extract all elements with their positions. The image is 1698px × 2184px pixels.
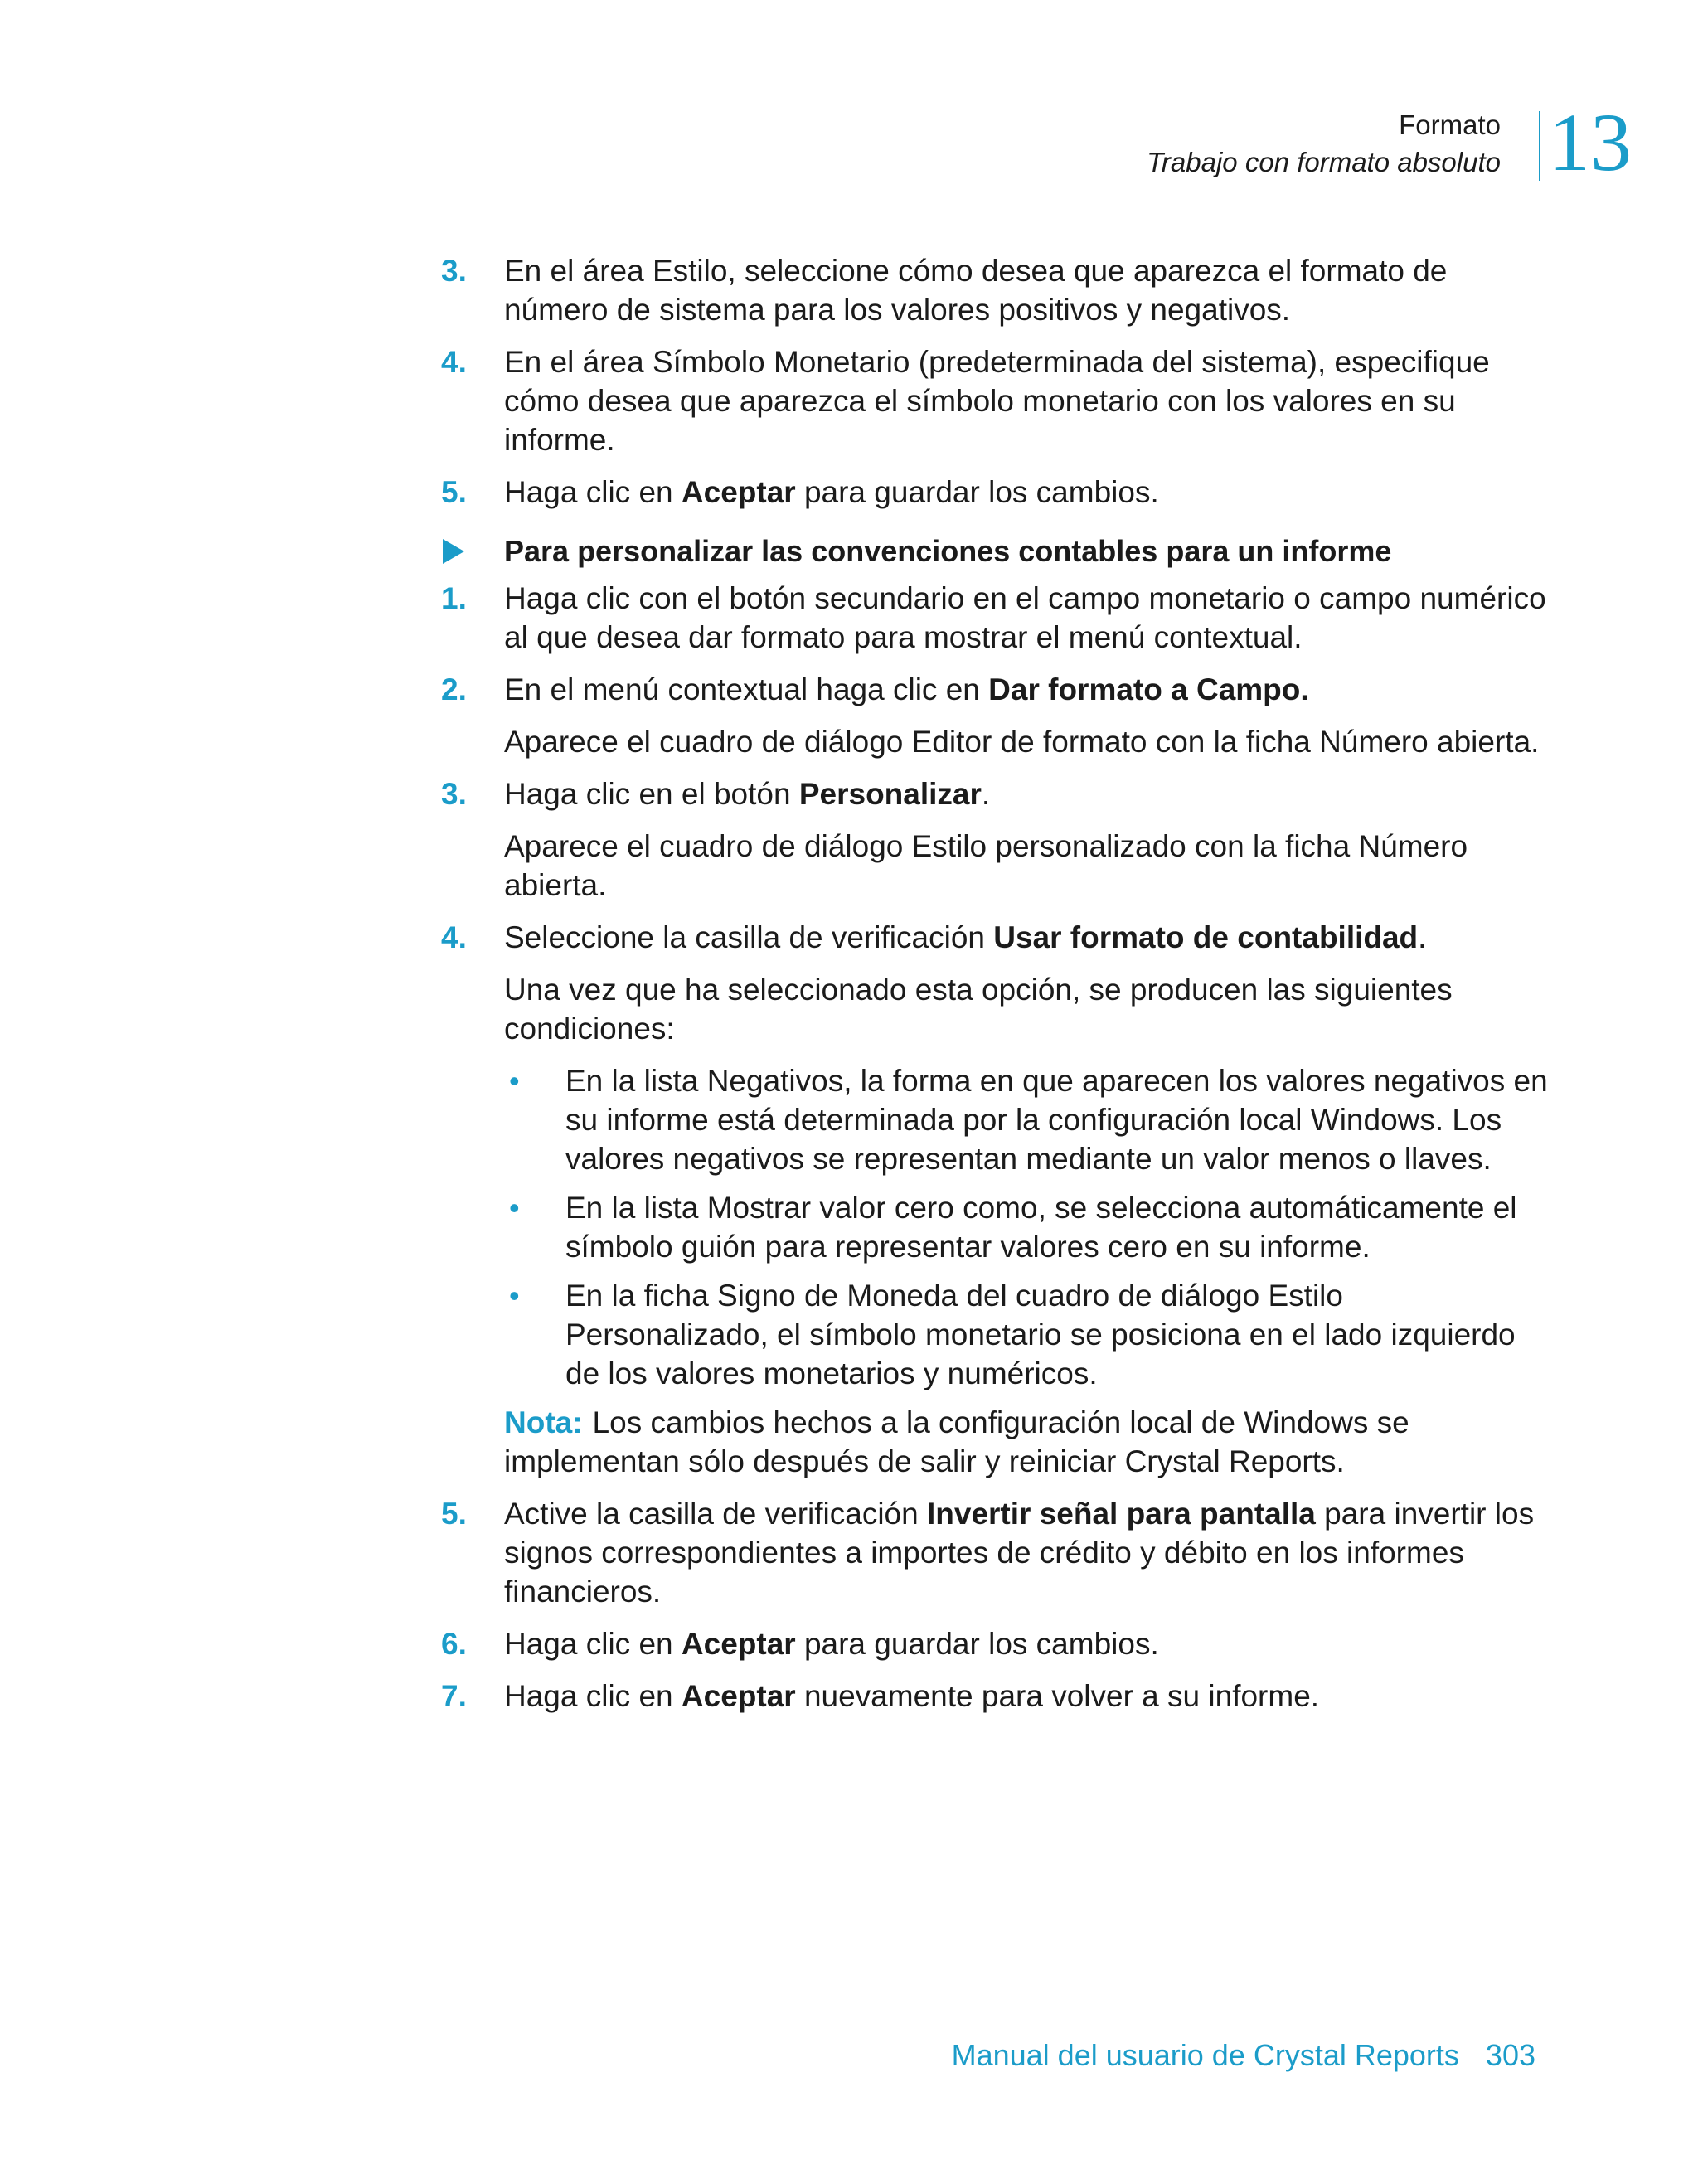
step-number: 3. [441, 254, 467, 288]
step-number: 5. [441, 475, 467, 509]
step-text: Haga clic con el botón secundario en el campo monetario o campo numérico al que desea dar formato para mostrar el menú contextual. [504, 581, 1546, 654]
step-text-pre: Haga clic en [504, 1679, 682, 1713]
page-content [441, 251, 1552, 1729]
step-text-bold: Aceptar [681, 475, 796, 509]
list-item [441, 1494, 1552, 1611]
procedure-title: Para personalizar las convenciones contables para un informe [504, 534, 1392, 568]
note-text: Los cambios hechos a la configuración local de Windows se implementan sólo después de salir y reiniciar Crystal Reports. [504, 1405, 1409, 1478]
step-text-bold: Usar formato de contabilidad [993, 920, 1419, 954]
procedure-heading [441, 531, 1552, 570]
bullet-text: En la ficha Signo de Moneda del cuadro de diálogo Estilo Personalizado, el símbolo monetario se posiciona en el lado izquierdo de los valores monetarios y numéricos. [565, 1279, 1516, 1390]
step-text-post: para invertir los signos correspondientes a importes de crédito y débito en los informes financieros. [504, 1497, 1535, 1609]
bullet-icon: • [509, 1064, 520, 1098]
chapter-number: 13 [1549, 96, 1632, 188]
step-text: En el área Estilo, seleccione cómo desea que aparezca el formato de número de sistema para los valores positivos y negativos. [504, 254, 1448, 327]
step-number: 4. [441, 920, 467, 954]
bullet-text: En la lista Negativos, la forma en que aparecen los valores negativos en su informe está determinada por la configuración local Windows. Los valores negativos se representan mediante un valor menos o llaves. [565, 1064, 1548, 1176]
section-title: Trabajo con formato absoluto [1147, 147, 1501, 177]
step-text-bold: Dar formato a Campo. [988, 672, 1309, 706]
bullet-item [441, 1061, 1552, 1178]
step-number: 3. [441, 777, 467, 811]
step-text: En el área Símbolo Monetario (predeterminada del sistema), especifique cómo desea que aparezca el símbolo monetario con los valores en su informe. [504, 345, 1490, 457]
list-item [441, 342, 1552, 459]
step-text-pre: Haga clic en [504, 475, 682, 509]
bullet-icon: • [509, 1279, 520, 1313]
step-result: Aparece el cuadro de diálogo Editor de formato con la ficha Número abierta. [504, 725, 1540, 759]
step-text-bold: Aceptar [681, 1679, 796, 1713]
step-text-bold: Invertir señal para pantalla [927, 1497, 1316, 1531]
step-number: 4. [441, 345, 467, 379]
step-text-post: para guardar los cambios. [795, 475, 1159, 509]
bullet-icon: • [509, 1191, 520, 1225]
list-item [441, 670, 1552, 709]
bullet-item [441, 1276, 1552, 1393]
triangle-right-icon [443, 539, 464, 564]
step-intro: Una vez que ha seleccionado esta opción, se producen las siguientes condiciones: [504, 973, 1453, 1046]
step-number: 1. [441, 581, 467, 615]
step-text-pre: En el menú contextual haga clic en [504, 672, 989, 706]
list-item [441, 774, 1552, 813]
running-footer [952, 2037, 1535, 2074]
list-item [441, 1624, 1552, 1663]
page-number: 303 [1485, 2038, 1535, 2072]
bullet-text: En la lista Mostrar valor cero como, se selecciona automáticamente el símbolo guión para representar valores cero en su informe. [565, 1191, 1517, 1264]
list-item [441, 251, 1552, 329]
note [441, 1403, 1552, 1481]
step-number: 7. [441, 1679, 467, 1713]
step-text-post: para guardar los cambios. [795, 1627, 1159, 1661]
chapter-title: Formato [1399, 109, 1501, 140]
step-text-pre: Active la casilla de verificación [504, 1497, 927, 1531]
step-text-pre: Seleccione la casilla de verificación [504, 920, 994, 954]
list-item [441, 1677, 1552, 1716]
running-header [0, 96, 1698, 189]
step-text-bold: Aceptar [681, 1627, 796, 1661]
step-number: 5. [441, 1497, 467, 1531]
step-text-bold: Personalizar [798, 777, 982, 811]
list-item [441, 579, 1552, 657]
bullet-item [441, 1188, 1552, 1266]
header-divider [1539, 111, 1540, 181]
list-item [441, 918, 1552, 957]
step-text-pre: Haga clic en [504, 1627, 682, 1661]
step-result: Aparece el cuadro de diálogo Estilo personalizado con la ficha Número abierta. [504, 829, 1468, 902]
step-text-pre: Haga clic en el botón [504, 777, 799, 811]
list-item [441, 473, 1552, 512]
note-label: Nota: [504, 1405, 583, 1439]
step-text-post: . [1418, 920, 1427, 954]
step-number: 2. [441, 672, 467, 706]
step-number: 6. [441, 1627, 467, 1661]
step-text-post: nuevamente para volver a su informe. [795, 1679, 1320, 1713]
header-titles [1147, 106, 1501, 181]
manual-title: Manual del usuario de Crystal Reports [951, 2038, 1459, 2072]
step-text-post: . [981, 777, 991, 811]
